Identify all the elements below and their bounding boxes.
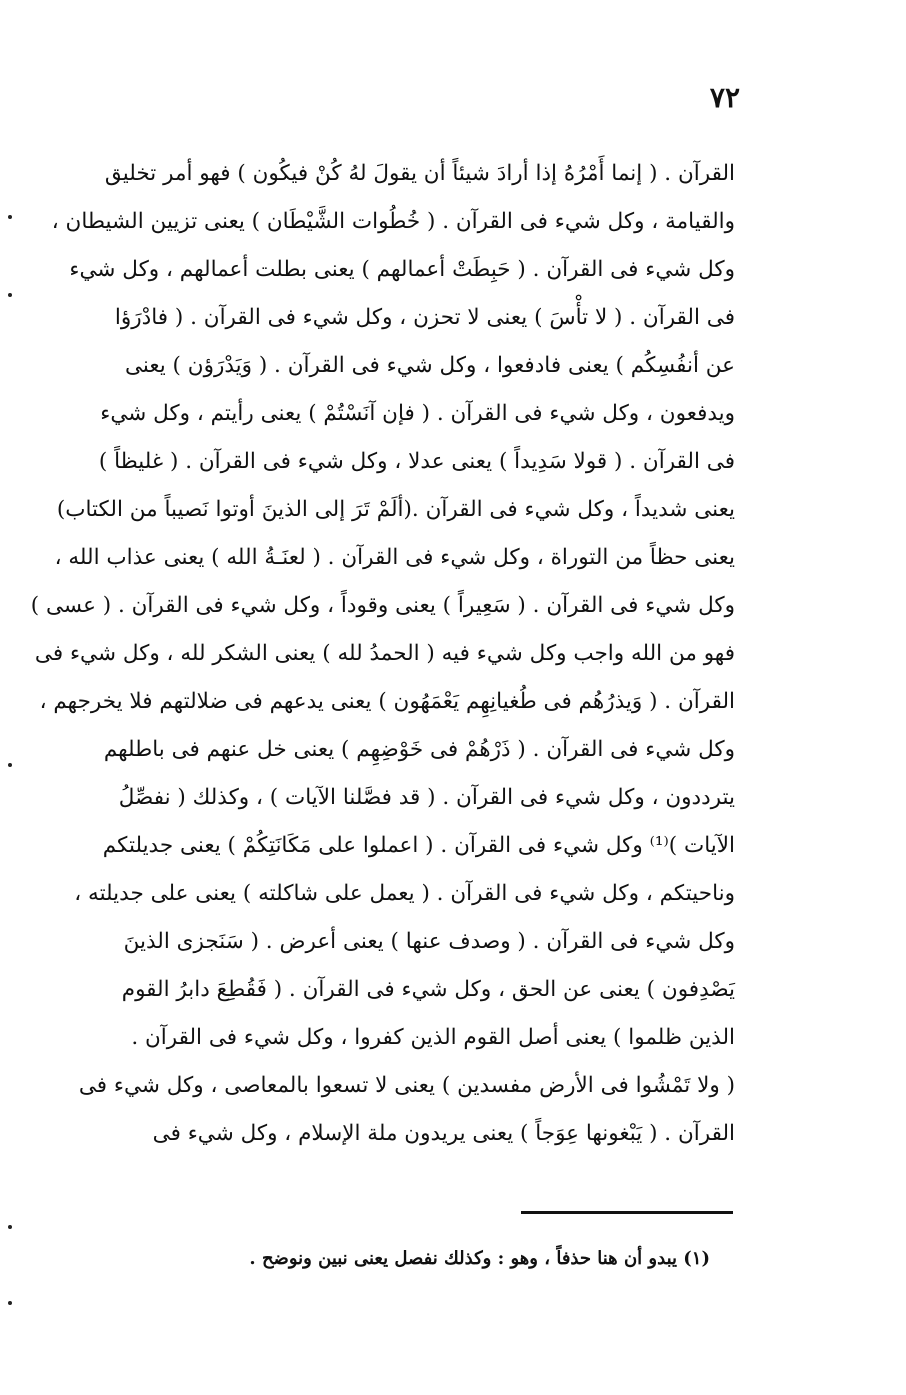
text-line: الآيات )⁽¹⁾ وكل شيء فى القرآن . ( اعملوا على مَكَانَتِكُمْ ) يعنى جديلتكم bbox=[102, 833, 735, 858]
text-line: ( ولا تَمْشُوا فى الأرض مفسدين ) يعنى لا تسعوا بالمعاصى ، وكل شيء فى bbox=[78, 1073, 735, 1098]
margin-speck bbox=[8, 215, 12, 219]
margin-speck bbox=[8, 1301, 12, 1305]
footnote: (١) يبدو أن هنا حذفاً ، وهو : وكذلك نفصل يعنى نبين ونوضح . bbox=[249, 1248, 710, 1269]
text-line: وكل شيء فى القرآن . ( حَبِطَتْ أعمالهم ) يعنى بطلت أعمالهم ، وكل شيء bbox=[69, 257, 735, 282]
text-line: فى القرآن . ( لا تأْسَ ) يعنى لا تحزن ، وكل شيء فى القرآن . ( فادْرَؤا bbox=[114, 305, 735, 330]
text-line: فهو من الله واجب وكل شيء فيه ( الحمدُ لله ) يعنى الشكر لله ، وكل شيء فى bbox=[34, 641, 735, 666]
text-line: وكل شيء فى القرآن . ( ذَرْهُمْ فى خَوْضِهِم ) يعنى خل عنهم فى باطلهم bbox=[103, 737, 735, 762]
text-line: وكل شيء فى القرآن . ( وصدف عنها ) يعنى أعرض . ( سَنَجزى الذينَ bbox=[123, 929, 735, 954]
text-line: فى القرآن . ( قولا سَدِيداً ) يعنى عدلا ، وكل شيء فى القرآن . ( غليظاً ) bbox=[98, 449, 735, 474]
margin-speck bbox=[8, 293, 12, 297]
margin-speck bbox=[8, 763, 12, 767]
text-line: ويدفعون ، وكل شيء فى القرآن . ( فإن آنَسْتُمْ ) يعنى رأيتم ، وكل شيء bbox=[100, 401, 735, 426]
text-line: يَصْدِفون ) يعنى عن الحق ، وكل شيء فى القرآن . ( فَقُطِعَ دابرُ القوم bbox=[121, 977, 735, 1002]
text-line: والقيامة ، وكل شيء فى القرآن . ( خُطُوات الشَّيْطَان ) يعنى تزيين الشيطان ، bbox=[51, 209, 735, 234]
margin-speck bbox=[8, 1225, 12, 1229]
text-line: القرآن . ( إنما أَمْرُهُ إذا أرادَ شيئاً أن يقولَ لهُ كُنْ فيكُون ) فهو أمر تخليق bbox=[104, 161, 735, 186]
text-line: القرآن . ( وَيذرُهُم فى طُغيانِهِم يَعْمَهُون ) يعنى يدعهم فى ضلالتهم فلا يخرجهم ، bbox=[39, 689, 735, 714]
text-line: وكل شيء فى القرآن . ( سَعِيراً ) يعنى وقوداً ، وكل شيء فى القرآن . ( عسى ) bbox=[30, 593, 735, 618]
text-line: يترددون ، وكل شيء فى القرآن . ( قد فصَّلنا الآيات ) ، وكذلك ( نفصِّلُ bbox=[118, 785, 735, 810]
page-number: ٧٢ bbox=[709, 81, 740, 114]
text-line: يعنى شديداً ، وكل شيء فى القرآن .(ألَمْ تَرَ إلى الذينَ أوتوا نَصيباً من الكتاب) bbox=[56, 497, 735, 522]
text-line: وناحيتكم ، وكل شيء فى القرآن . ( يعمل على شاكلته ) يعنى على جديلته ، bbox=[74, 881, 735, 906]
footnote-separator bbox=[521, 1211, 733, 1214]
text-line: يعنى حظاً من التوراة ، وكل شيء فى القرآن . ( لعنَـةُ الله ) يعنى عذاب الله ، bbox=[54, 545, 735, 570]
text-line: القرآن . ( يَبْغونها عِوَجاً ) يعنى يريدون ملة الإسلام ، وكل شيء فى bbox=[152, 1121, 735, 1146]
text-line: الذين ظلموا ) يعنى أصل القوم الذين كفروا ، وكل شيء فى القرآن . bbox=[131, 1025, 735, 1050]
text-line: عن أنفُسِكُم ) يعنى فادفعوا ، وكل شيء فى القرآن . ( وَيَدْرَؤن ) يعنى bbox=[124, 353, 735, 378]
body-text bbox=[30, 150, 735, 1158]
